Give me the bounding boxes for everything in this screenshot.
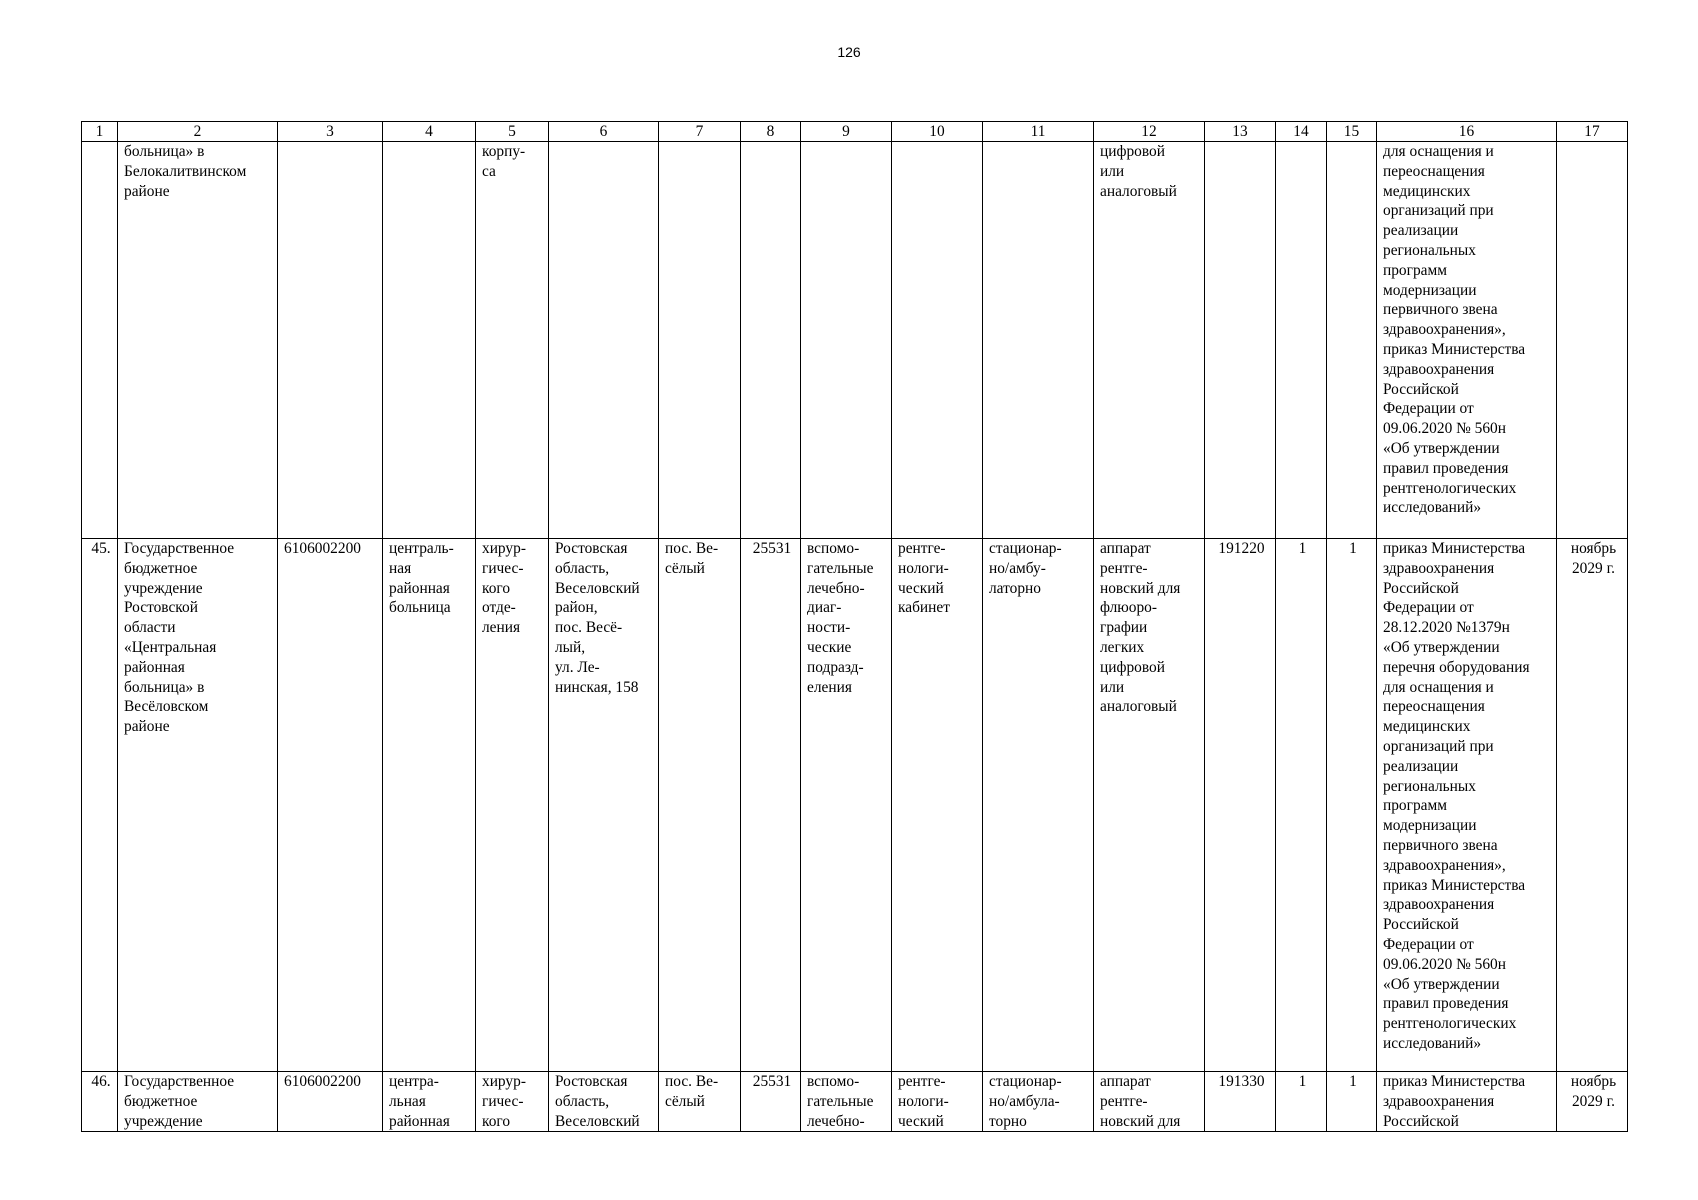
legal-basis-cell: приказ Министерства здравоохранения Российской <box>1377 1072 1557 1132</box>
equipment-cell: аппарат рентге- новский для <box>1094 1072 1205 1132</box>
code-cell: 6106002200 <box>278 539 383 1072</box>
quantity-cell: 1 <box>1327 539 1377 1072</box>
column-number: 16 <box>1377 122 1557 142</box>
institution-name-cell: больница» в Белокалитвинском районе <box>118 142 278 539</box>
care-conditions-cell: стационар- но/амбула- торно <box>983 1072 1094 1132</box>
column-number: 11 <box>983 122 1094 142</box>
column-number: 17 <box>1557 122 1628 142</box>
equipment-cell: аппарат рентге- новский для флюоро- графии легких цифровой или аналоговый <box>1094 539 1205 1072</box>
care-conditions-cell: стационар- но/амбу- латорно <box>983 539 1094 1072</box>
equipment-cell: цифровой или аналоговый <box>1094 142 1205 539</box>
code-cell: 25531 <box>741 539 801 1072</box>
table-row-continuation <box>82 142 1628 539</box>
code-cell <box>278 142 383 539</box>
column-number: 15 <box>1327 122 1377 142</box>
organization-type-cell: центра- льная районная <box>383 1072 476 1132</box>
table-row <box>82 539 1628 1072</box>
department-cell: хирур- гичес- кого отде- ления <box>476 539 549 1072</box>
column-number: 13 <box>1205 122 1276 142</box>
equipment-code-cell: 191220 <box>1205 539 1276 1072</box>
address-cell <box>549 142 659 539</box>
row-number-cell: 45. <box>82 539 118 1072</box>
subdivision-cell: вспомо- гательные лечебно- <box>801 1072 892 1132</box>
column-number: 8 <box>741 122 801 142</box>
quantity-cell: 1 <box>1276 1072 1327 1132</box>
column-number: 14 <box>1276 122 1327 142</box>
code-cell: 6106002200 <box>278 1072 383 1132</box>
column-number: 6 <box>549 122 659 142</box>
department-cell: хирур- гичес- кого <box>476 1072 549 1132</box>
subdivision-cell: вспомо- гательные лечебно- диаг- ности- ческие подразд- еления <box>801 539 892 1072</box>
quantity-cell: 1 <box>1276 539 1327 1072</box>
legal-basis-cell: приказ Министерства здравоохранения Российской Федерации от 28.12.2020 №1379н «Об утверждении перечня оборудования для оснащения и переоснащения медицинских организаций при реализации региональных программ модернизации первичного звена здравоохранения», приказ Министерства здравоохранения Российской Федерации от 09.06.2020 № 560н «Об утверждении правил проведения рентгенологических исследований» <box>1377 539 1557 1072</box>
locality-cell <box>659 142 741 539</box>
locality-cell: пос. Ве- сёлый <box>659 1072 741 1132</box>
equipment-table <box>81 121 1628 1132</box>
deadline-cell: ноябрь 2029 г. <box>1557 539 1628 1072</box>
column-number: 9 <box>801 122 892 142</box>
row-number-cell <box>82 142 118 539</box>
column-number: 7 <box>659 122 741 142</box>
table-row <box>82 1072 1628 1132</box>
care-conditions-cell <box>983 142 1094 539</box>
column-number: 10 <box>892 122 983 142</box>
address-cell: Ростовская область, Веселовский <box>549 1072 659 1132</box>
quantity-cell <box>1327 142 1377 539</box>
quantity-cell <box>1276 142 1327 539</box>
organization-type-cell: централь- ная районная больница <box>383 539 476 1072</box>
address-cell: Ростовская область, Веселовский район, пос. Весё- лый, ул. Ле- нинская, 158 <box>549 539 659 1072</box>
column-number: 2 <box>118 122 278 142</box>
deadline-cell: ноябрь 2029 г. <box>1557 1072 1628 1132</box>
institution-name-cell: Государственное бюджетное учреждение Ростовской области «Центральная районная больница» в Весёловском районе <box>118 539 278 1072</box>
equipment-code-cell: 191330 <box>1205 1072 1276 1132</box>
department-cell: корпу- са <box>476 142 549 539</box>
room-cell: рентге- нологи- ческий кабинет <box>892 539 983 1072</box>
code-cell: 25531 <box>741 1072 801 1132</box>
page-number: 126 <box>837 44 861 60</box>
legal-basis-cell: для оснащения и переоснащения медицинских организаций при реализации региональных программ модернизации первичного звена здравоохранения», приказ Министерства здравоохранения Российской Федерации от 09.06.2020 № 560н «Об утверждении правил проведения рентгенологических исследований» <box>1377 142 1557 539</box>
row-number-cell: 46. <box>82 1072 118 1132</box>
column-number: 5 <box>476 122 549 142</box>
equipment-code-cell <box>1205 142 1276 539</box>
organization-type-cell <box>383 142 476 539</box>
column-number: 3 <box>278 122 383 142</box>
column-number: 12 <box>1094 122 1205 142</box>
institution-name-cell: Государственное бюджетное учреждение <box>118 1072 278 1132</box>
deadline-cell <box>1557 142 1628 539</box>
subdivision-cell <box>801 142 892 539</box>
column-number-row <box>82 122 1628 142</box>
column-number: 1 <box>82 122 118 142</box>
quantity-cell: 1 <box>1327 1072 1377 1132</box>
room-cell: рентге- нологи- ческий <box>892 1072 983 1132</box>
locality-cell: пос. Ве- сёлый <box>659 539 741 1072</box>
room-cell <box>892 142 983 539</box>
column-number: 4 <box>383 122 476 142</box>
code-cell <box>741 142 801 539</box>
